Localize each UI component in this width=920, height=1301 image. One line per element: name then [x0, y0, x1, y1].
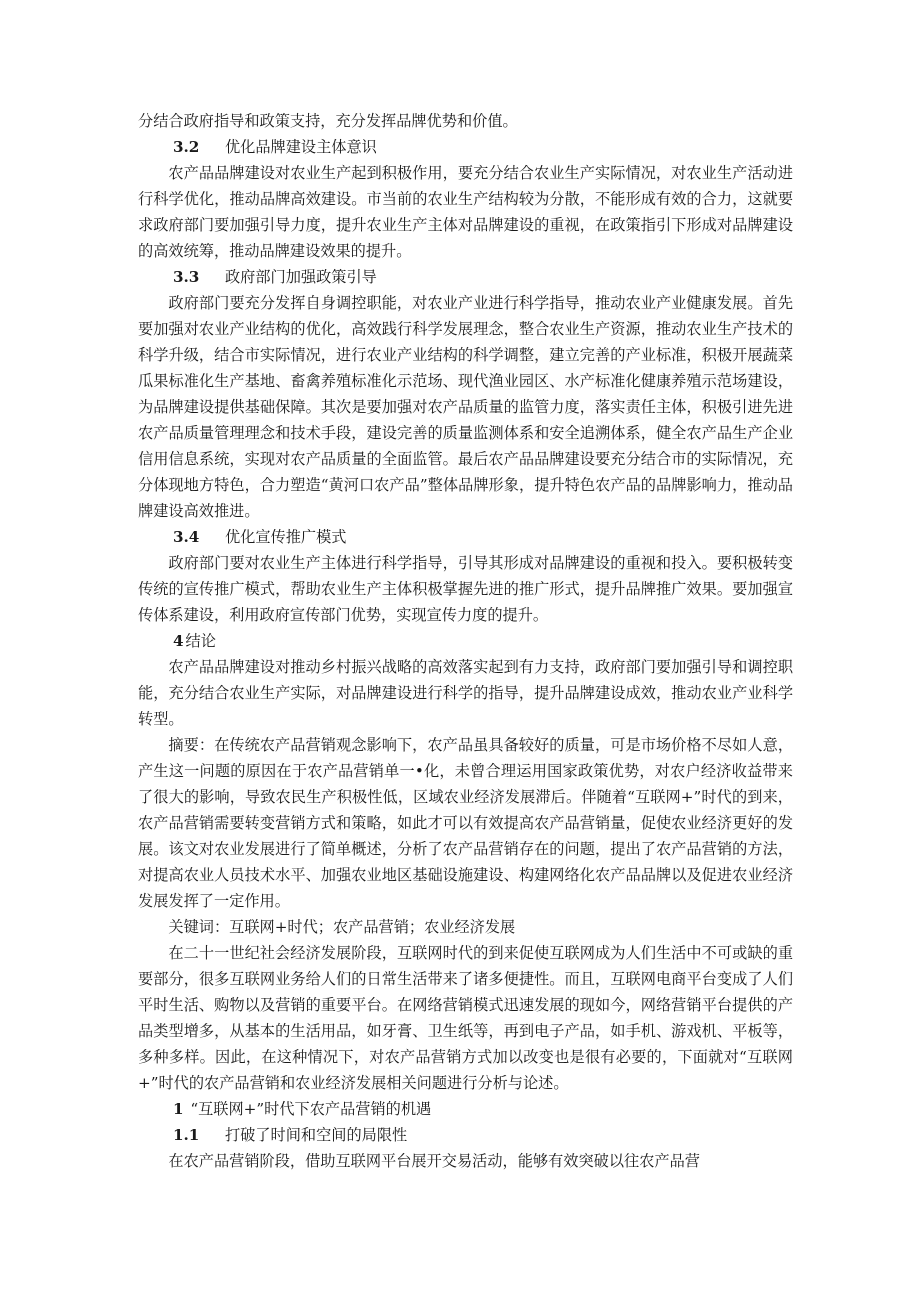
section-heading-1 — [138, 1096, 793, 1122]
paragraph-3-4: 政府部门要对农业生产主体进行科学指导，引导其形成对品牌建设的重视和投入。要积极转变传统的宣传推广模式，帮助农业生产主体积极掌握先进的推广形式，提升品牌推广效果。要加强宣传体系建设，利用政府宣传部门优势，实现宣传力度的提升。 — [138, 554, 793, 624]
paragraph-introduction: 在二十一世纪社会经济发展阶段，互联网时代的到来促使互联网成为人们生活中不可或缺的重要部分，很多互联网业务给人们的日常生活带来了诸多便捷性。而且，互联网电商平台变成了人们平时生活、购物以及营销的重要平台。在网络营销模式迅速发展的现如今，网络营销平台提供的产品类型增多，从基本的生活用品，如牙膏、卫生纸等，再到电子产品，如手机、游戏机、平板等，多种多样。因此，在这种情况下，对农产品营销方式加以改变也是很有必要的，下面就对“互联网+”时代的农产品营销和农业经济发展相关问题进行分析与论述。 — [138, 944, 793, 1092]
section-number: 3.3 — [172, 268, 200, 286]
abstract: 摘要：在传统农产品营销观念影响下，农产品虽具备较好的质量，可是市场价格不尽如人意，产生这一问题的原因在于农产品营销单一•化，未曾合理运用国家政策优势，对农户经济收益带来了很大的影响，导致农民生产积极性低，区域农业经济发展滞后。伴随着“互联网+”时代的到来，农产品营销需要转变营销方式和策略，如此才可以有效提高农产品营销量，促使农业经济更好的发展。该文对农业发展进行了简单概述，分析了农产品营销存在的问题，提出了农产品营销的方法，对提高农业人员技术水平、加强农业地区基础设施建设、构建网络化农产品品牌以及促进农业经济发展发挥了一定作用。 — [138, 736, 793, 910]
section-heading-3-3 — [138, 264, 793, 290]
section-title: 结论 — [185, 632, 216, 650]
section-title: 优化品牌建设主体意识 — [224, 138, 377, 156]
section-title: 优化宣传推广模式 — [224, 528, 347, 546]
section-number: 3.4 — [172, 528, 200, 546]
paragraph-1-1: 在农产品营销阶段，借助互联网平台展开交易活动，能够有效突破以往农产品营 — [168, 1152, 700, 1170]
section-title: “互联网+”时代下农产品营销的机遇 — [190, 1100, 432, 1118]
section-heading-3-4 — [138, 524, 793, 550]
section-number: 3.2 — [172, 138, 200, 156]
section-heading-4 — [138, 628, 793, 654]
paragraph-3-3: 政府部门要充分发挥自身调控职能，对农业产业进行科学指导，推动农业产业健康发展。首先要加强对农业产业结构的优化，高效践行科学发展理念，整合农业生产资源，推动农业生产技术的科学升级，结合市实际情况，进行农业产业结构的科学调整，建立完善的产业标准，积极开展蔬菜瓜果标准化生产基地、畜禽养殖标准化示范场、现代渔业园区、水产标准化健康养殖示范场建设，为品牌建设提供基础保障。其次是要加强对农产品质量的监管力度，落实责任主体，积极引进先进农产品质量管理理念和技术手段，建设完善的质量监测体系和安全追溯体系，健全农产品生产企业信用信息系统，实现对农产品质量的全面监管。最后农产品品牌建设要充分结合市的实际情况，充分体现地方特色，合力塑造“黄河口农产品”整体品牌形象，提升特色农产品的品牌影响力，推动品牌建设高效推进。 — [138, 294, 793, 520]
paragraph-3-2: 农产品品牌建设对农业生产起到积极作用，要充分结合农业生产实际情况，对农业生产活动进行科学优化，推动品牌高效建设。市当前的农业生产结构较为分散，不能形成有效的合力，这就要求政府部门要加强引导力度，提升农业生产主体对品牌建设的重视，在政策指引下形成对品牌建设的高效统筹，推动品牌建设效果的提升。 — [138, 164, 793, 260]
section-heading-3-2 — [138, 134, 793, 160]
section-number: 1.1 — [172, 1126, 200, 1144]
section-title: 政府部门加强政策引导 — [224, 268, 377, 286]
keywords: 关键词：互联网+时代；农产品营销；农业经济发展 — [168, 918, 516, 936]
paragraph-conclusion: 农产品品牌建设对推动乡村振兴战略的高效落实起到有力支持，政府部门要加强引导和调控职能，充分结合农业生产实际，对品牌建设进行科学的指导，提升品牌建设成效，推动农业产业科学转型。 — [138, 658, 793, 728]
intro-fragment: 分结合政府指导和政策支持，充分发挥品牌优势和价值。 — [138, 112, 518, 130]
section-number: 4 — [172, 632, 184, 650]
section-number: 1 — [172, 1100, 184, 1118]
section-title: 打破了时间和空间的局限性 — [224, 1126, 408, 1144]
document-body — [138, 108, 793, 1174]
section-heading-1-1 — [138, 1122, 793, 1148]
